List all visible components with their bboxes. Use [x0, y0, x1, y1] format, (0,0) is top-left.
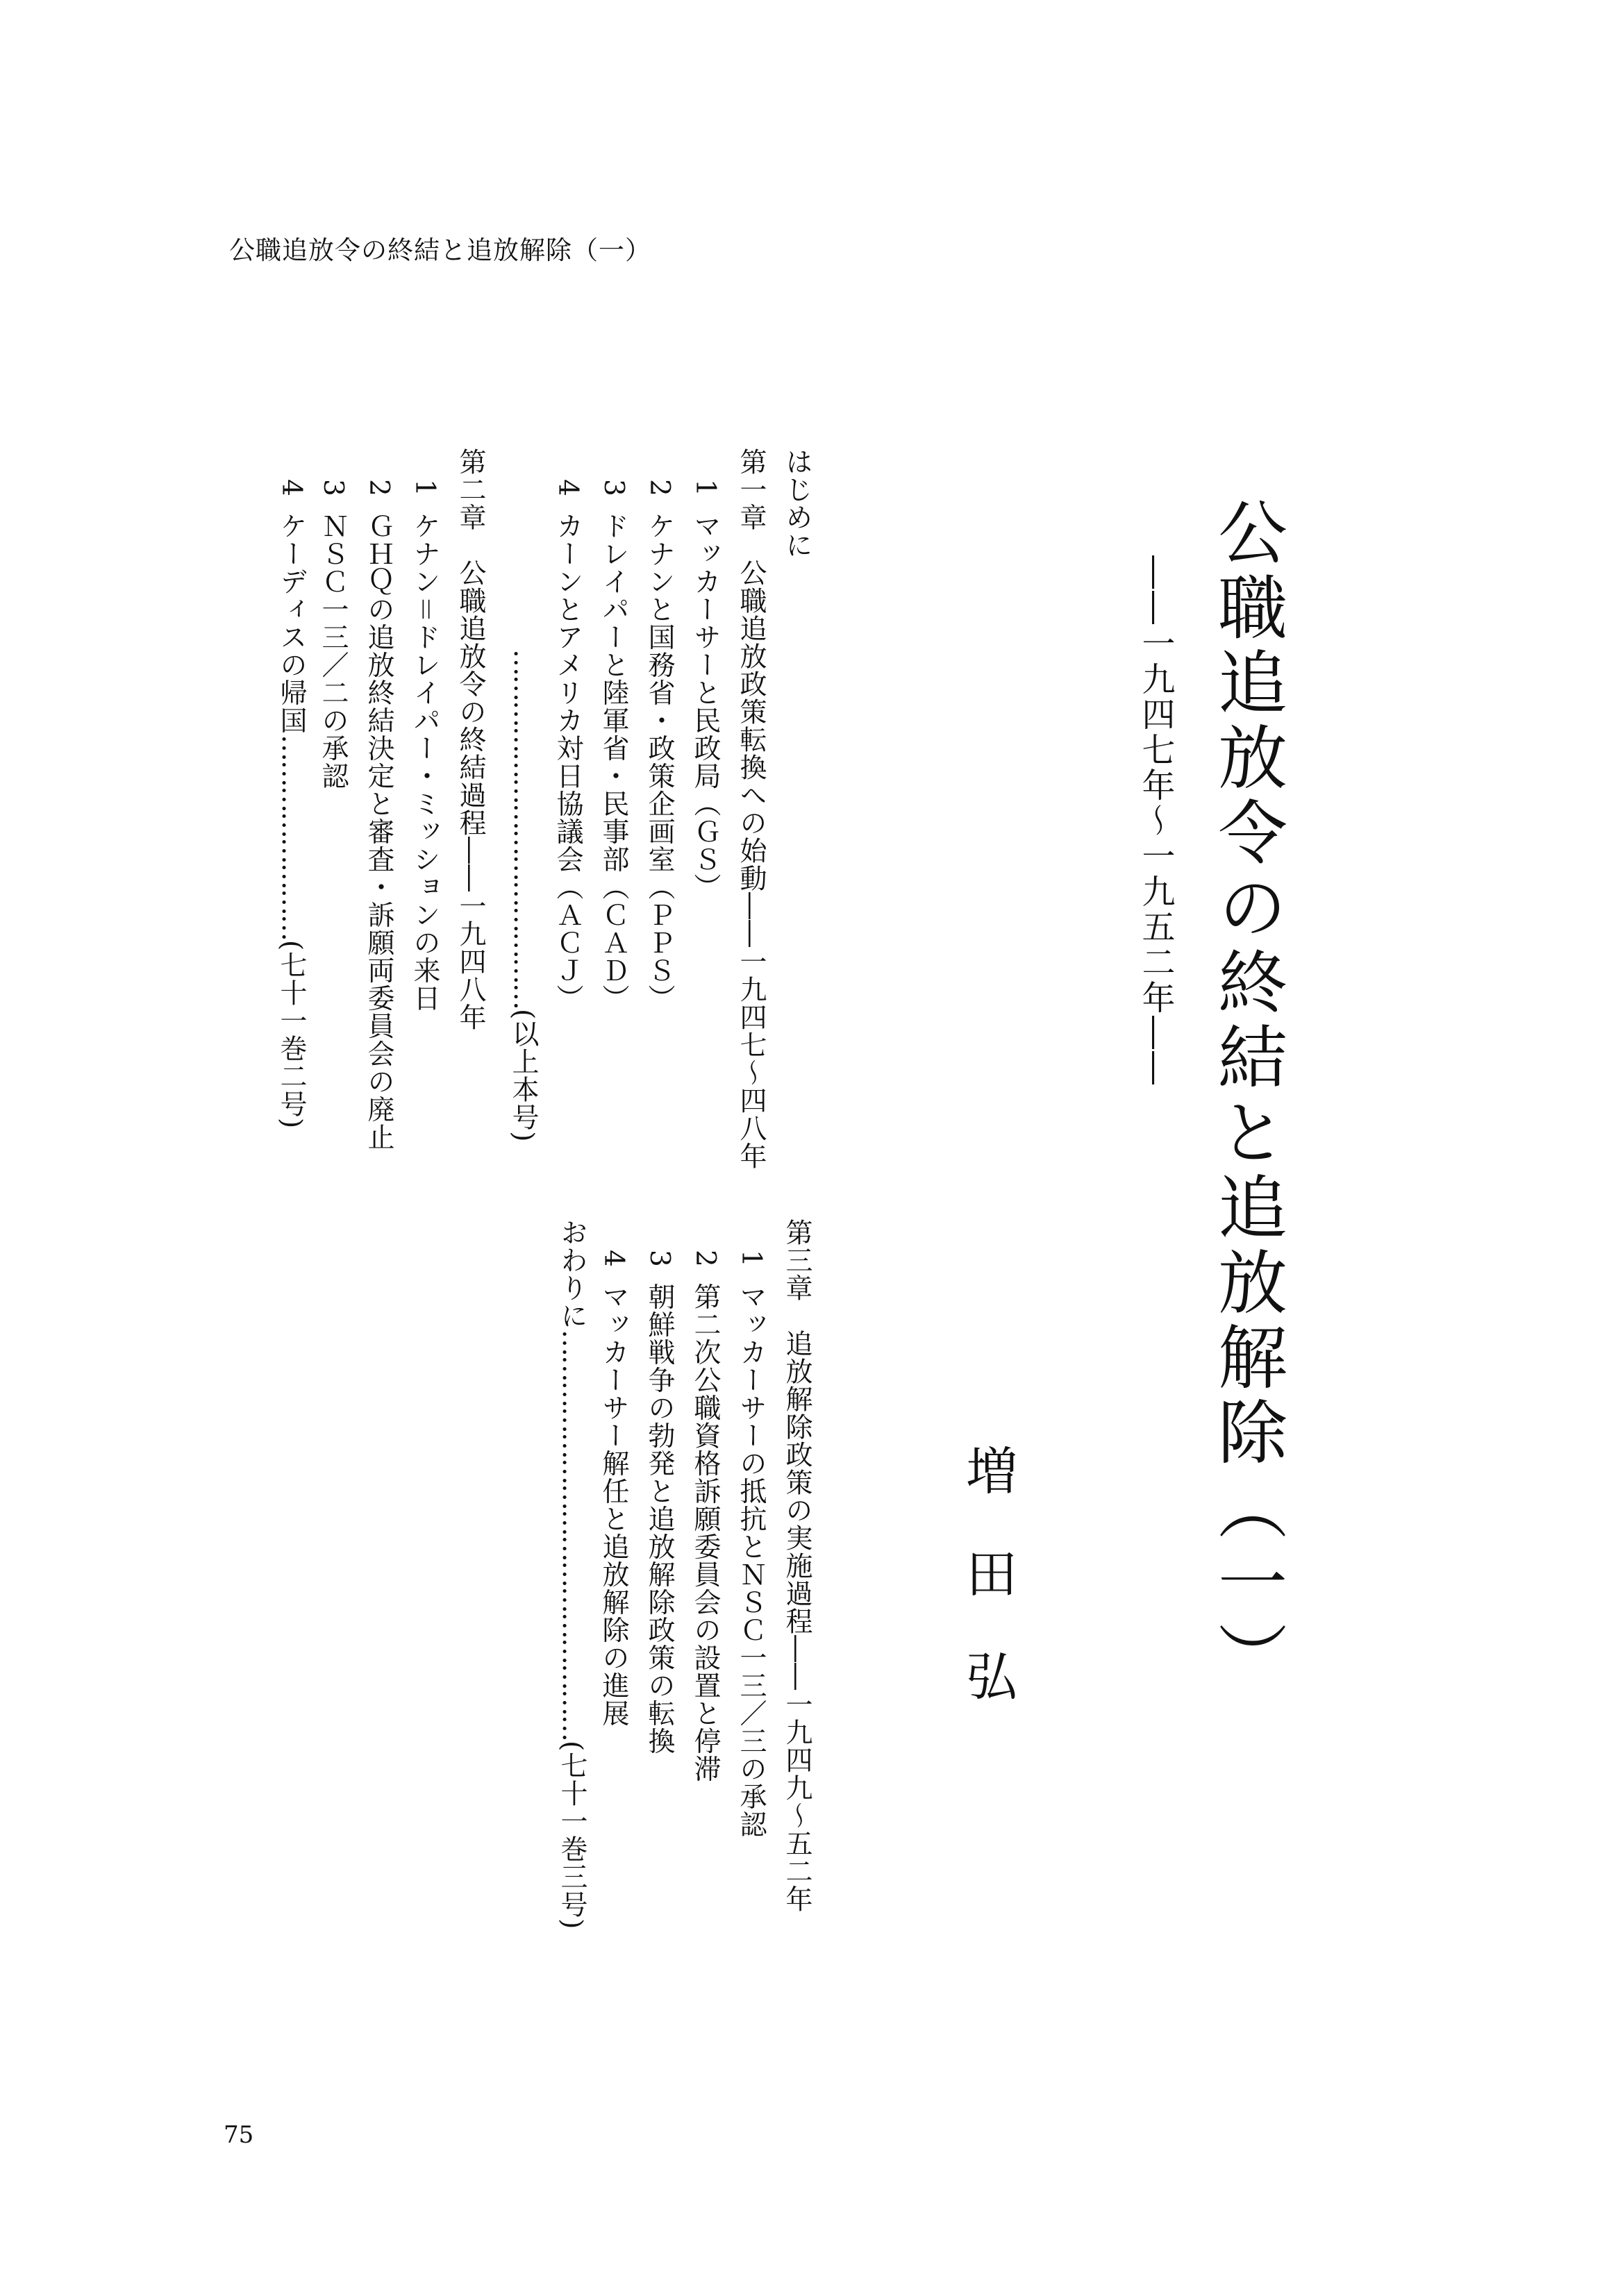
toc-line	[411, 479, 438, 1012]
toc-item-number: 3	[598, 479, 629, 497]
running-head: 公職追放令の終結と追放解除（一）	[229, 235, 651, 265]
toc-item-text: ＧＨＱの追放終結決定と審査・訴願両委員会の廃止	[363, 512, 394, 1151]
toc-item-text: ケナン＝ドレイパー・ミッションの来日	[409, 512, 440, 1012]
toc-item-number: 1	[735, 1250, 767, 1268]
toc-item-text: 第一章 公職追放政策転換への始動――一九四七〜四八年	[735, 448, 767, 1170]
author-name: 増 田 弘	[958, 1444, 1017, 1701]
toc-line	[506, 649, 541, 1142]
toc-issue-note: (七十一巻三号)	[556, 1741, 587, 1930]
toc-line	[554, 479, 581, 1012]
toc-line	[783, 448, 810, 559]
toc-item-text: カーンとアメリカ対日協議会（ＡＣＪ）	[552, 512, 583, 1012]
toc-item-text: 第二次公職資格訴願委員会の設置と停滞	[690, 1282, 721, 1783]
toc-line	[783, 1218, 810, 1913]
toc-line	[600, 479, 627, 1012]
toc-item-text: おわりに	[556, 1218, 587, 1330]
toc-item-number: 2	[363, 479, 394, 497]
toc-line	[737, 1250, 765, 1838]
toc-item-text: マッカーサー解任と追放解除の進展	[598, 1282, 629, 1727]
toc-line	[692, 1250, 719, 1783]
toc-line	[457, 448, 484, 1031]
toc-line	[737, 448, 765, 1170]
toc-item-number: 4	[598, 1250, 629, 1268]
toc-item-text: ケーディスの帰国	[276, 512, 307, 735]
toc-item-text: はじめに	[781, 448, 812, 559]
toc-item-number: 3	[317, 479, 349, 497]
toc-item-text: ＮＳＣ一三／二の承認	[317, 512, 349, 790]
toc-item-text: ケナンと国務省・政策企画室（ＰＰＳ）	[644, 512, 675, 1012]
toc-leader-dots: ……………………………………	[508, 649, 539, 1009]
toc-item-text: ドレイパーと陸軍省・民事部（ＣＡＤ）	[598, 512, 629, 1012]
paper-subtitle: ――一九四七年〜一九五二年――	[1136, 555, 1175, 1087]
toc-item-text: 第三章 追放解除政策の実施過程――一九四九〜五二年	[781, 1218, 812, 1913]
toc-line	[692, 479, 719, 901]
toc-item-number: 1	[409, 479, 440, 497]
toc-item-text: 朝鮮戦争の勃発と追放解除政策の転換	[644, 1282, 675, 1755]
toc-item-text: 第二章 公職追放令の終結過程――一九四八年	[455, 448, 486, 1031]
toc-line	[319, 479, 347, 790]
toc-item-number: 3	[644, 1250, 675, 1268]
toc-line	[274, 479, 309, 1129]
toc-item-number: 1	[690, 479, 721, 497]
toc-line	[646, 1250, 673, 1755]
toc-item-number: 2	[690, 1250, 721, 1268]
toc-item-number: 2	[644, 479, 675, 497]
toc-line	[554, 1218, 590, 1929]
toc-line	[646, 479, 673, 1012]
toc-leader-dots: …………………………………………	[556, 1330, 587, 1741]
toc-item-number: 4	[552, 479, 583, 497]
paper-title: 公職追放令の終結と追放解除（一）	[1206, 496, 1287, 1696]
toc-item-text: マッカーサーの抵抗とＮＳＣ一三／三の承認	[735, 1282, 767, 1838]
toc-item-text: マッカーサーと民政局（ＧＳ）	[690, 512, 721, 901]
toc-line	[365, 479, 392, 1151]
toc-issue-note: (七十一巻二号)	[276, 939, 307, 1130]
toc-issue-note: (以上本号)	[508, 1009, 539, 1143]
toc-leader-dots: ……………………	[276, 734, 307, 940]
toc-line	[600, 1250, 627, 1727]
toc-item-number: 4	[276, 479, 307, 497]
page-number: 75	[224, 2121, 254, 2149]
